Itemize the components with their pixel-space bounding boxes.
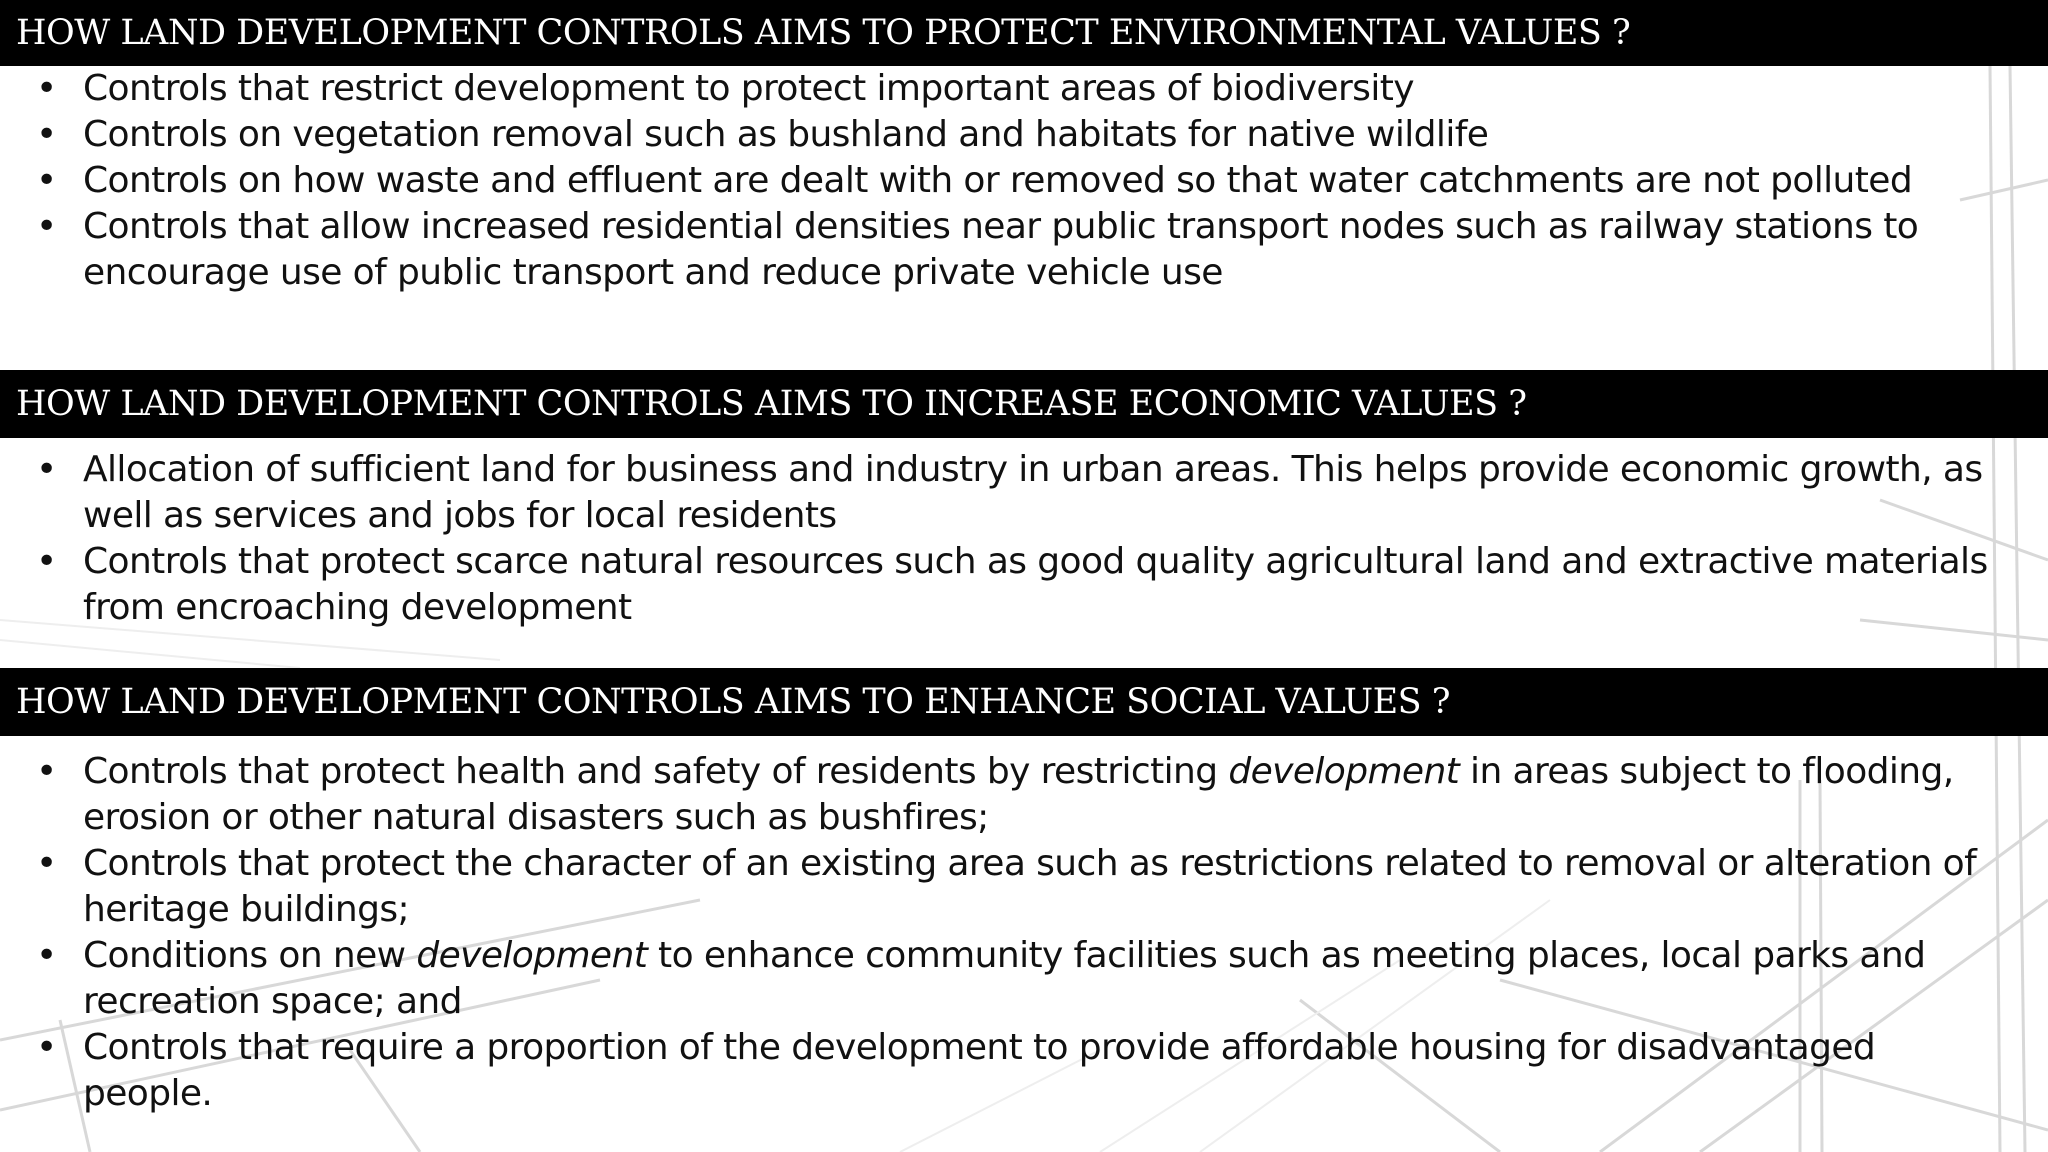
bullet-text-part: Controls that protect health and safety of residents by restricting	[83, 751, 1229, 792]
list-item	[0, 66, 2040, 112]
bullet-text: Controls that protect scarce natural resources such as good quality agricultural land and extractive materials from encroaching development	[83, 541, 1988, 628]
bullet-text-part: Controls that require a proportion of the development to provide affordable housing for disadvantaged people.	[83, 1027, 1876, 1114]
list-item	[0, 933, 2040, 1025]
list-item	[0, 749, 2040, 841]
bullet-icon: •	[36, 935, 57, 976]
bullet-text-part: Conditions on new	[83, 935, 417, 976]
social-section-heading	[0, 668, 2048, 736]
bullet-text: Controls on vegetation removal such as bushland and habitats for native wildlife	[83, 114, 1489, 155]
bullet-icon: •	[36, 206, 57, 247]
economic-section-heading	[0, 370, 2048, 438]
bullet-text	[83, 751, 1954, 838]
list-item	[0, 158, 2040, 204]
bullet-icon: •	[36, 114, 57, 155]
bullet-text	[83, 1027, 1875, 1114]
environmental-bullet-list	[0, 66, 2040, 296]
bullet-text: Controls on how waste and effluent are dealt with or removed so that water catchments are not polluted	[83, 160, 1913, 201]
environmental-section-heading	[0, 0, 2048, 66]
list-item	[0, 204, 2040, 296]
social-bullet-list	[0, 749, 2040, 1117]
bullet-text: Allocation of sufficient land for business and industry in urban areas. This helps provide economic growth, as well as services and jobs for local residents	[83, 449, 1983, 536]
list-item	[0, 447, 2040, 539]
bullet-icon: •	[36, 68, 57, 109]
bullet-icon: •	[36, 449, 57, 490]
bullet-text	[83, 935, 1925, 1022]
bullet-text: Controls that restrict development to protect important areas of biodiversity	[83, 68, 1414, 109]
environmental-heading-text: HOW LAND DEVELOPMENT CONTROLS AIMS TO PROTECT ENVIRONMENTAL VALUES ?	[16, 13, 1631, 53]
bullet-text-part: to enhance community facilities such as meeting places, local parks and recreation space; and	[83, 935, 1926, 1022]
list-item	[0, 841, 2040, 933]
economic-bullet-list	[0, 447, 2040, 631]
economic-heading-text: HOW LAND DEVELOPMENT CONTROLS AIMS TO INCREASE ECONOMIC VALUES ?	[16, 384, 1527, 424]
bullet-icon: •	[36, 843, 57, 884]
bullet-icon: •	[36, 160, 57, 201]
bullet-icon: •	[36, 541, 57, 582]
social-heading-text: HOW LAND DEVELOPMENT CONTROLS AIMS TO ENHANCE SOCIAL VALUES ?	[16, 682, 1450, 722]
list-item	[0, 539, 2040, 631]
list-item	[0, 112, 2040, 158]
bullet-icon: •	[36, 751, 57, 792]
bullet-text: Controls that allow increased residential densities near public transport nodes such as railway stations to encourage use of public transport and reduce private vehicle use	[83, 206, 1919, 293]
bullet-text-emphasis: development	[416, 935, 648, 976]
bullet-text-emphasis: development	[1228, 751, 1460, 792]
bullet-text	[83, 843, 1976, 930]
bullet-text-part: in areas subject to flooding, erosion or other natural disasters such as bushfires;	[83, 751, 1954, 838]
list-item	[0, 1025, 2040, 1117]
bullet-icon: •	[36, 1027, 57, 1068]
bullet-text-part: Controls that protect the character of an existing area such as restrictions related to removal or alteration of heritage buildings;	[83, 843, 1977, 930]
